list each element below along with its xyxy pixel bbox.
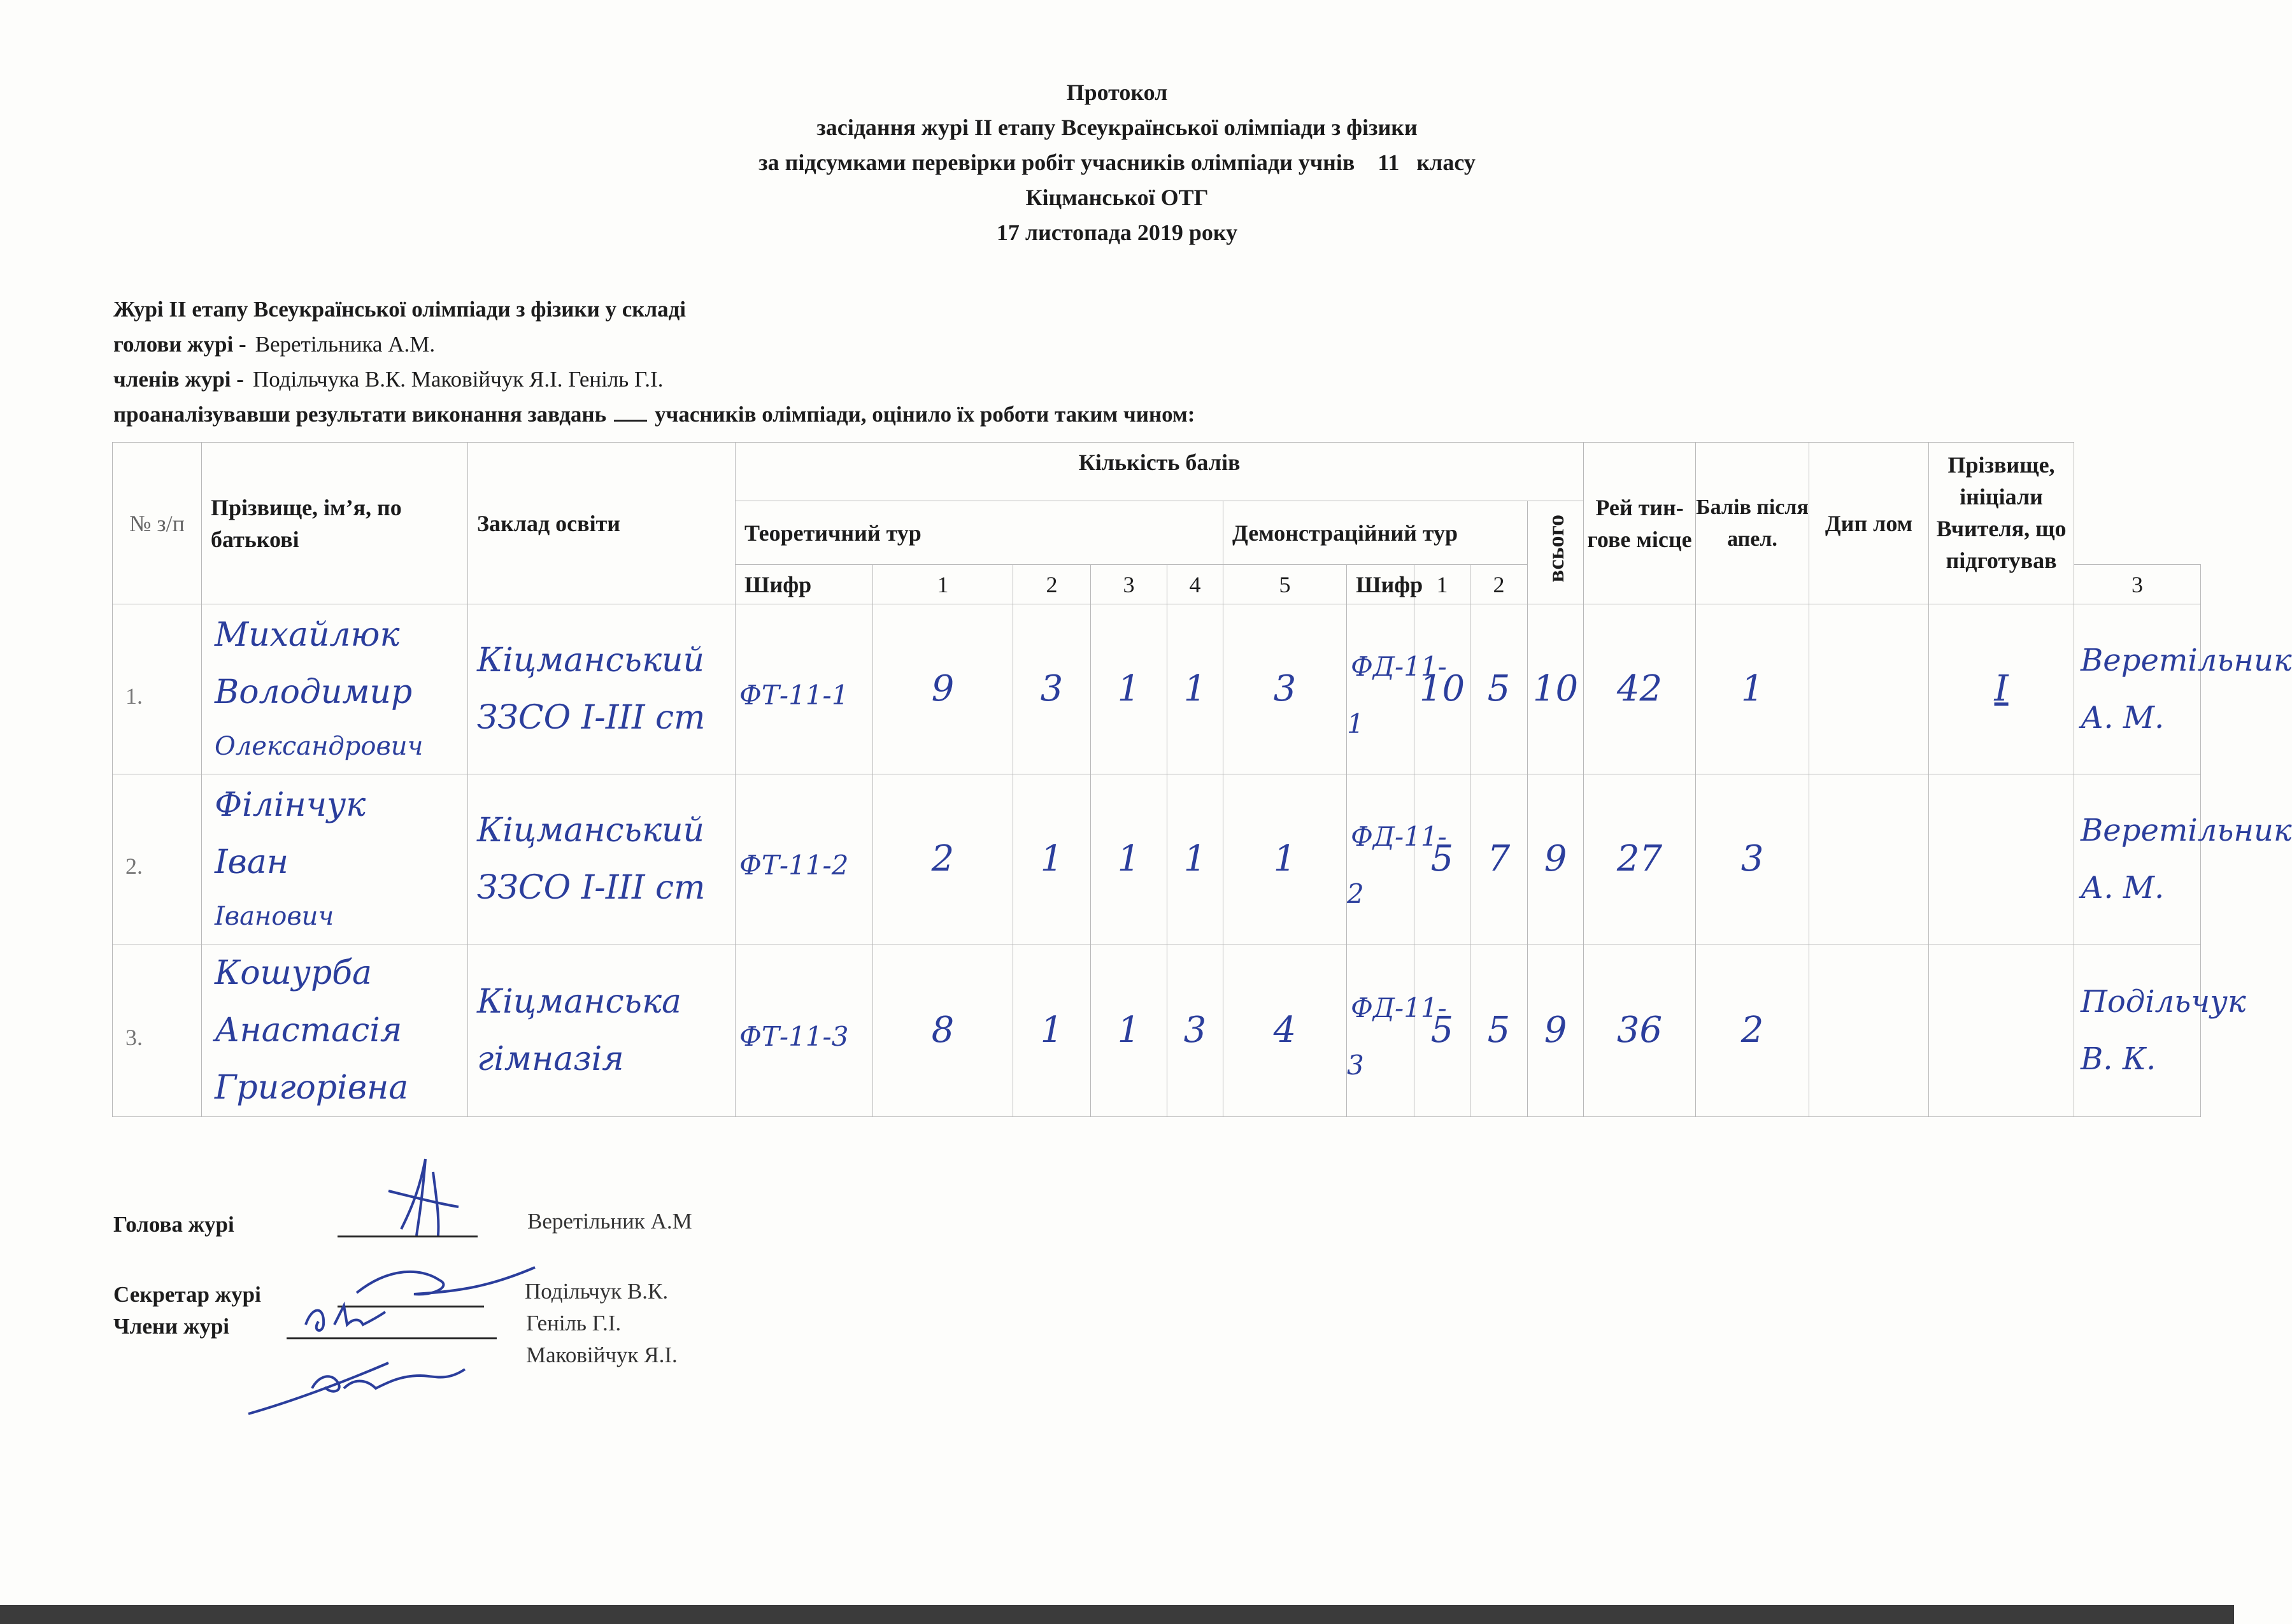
theory-score-3: 1 [1091, 604, 1167, 774]
rating-place: 3 [1696, 774, 1809, 944]
demo-score-2: 7 [1470, 774, 1528, 944]
theory-score-1: 2 [873, 774, 1013, 944]
header-demo-1: 1 [1414, 565, 1470, 604]
header-total: всього [1528, 501, 1584, 604]
table-row [113, 604, 2201, 774]
header-after-appeal: Балів після апел. [1696, 443, 1809, 604]
theory-score-2: 1 [1013, 944, 1091, 1117]
title-line-4: Кіцманської ОТГ [1025, 185, 1209, 210]
theory-score-4: 1 [1167, 604, 1223, 774]
theory-score-1: 8 [873, 944, 1013, 1117]
row-index: 2. [113, 774, 202, 944]
header-theory-4: 4 [1167, 565, 1223, 604]
theory-score-2: 3 [1013, 604, 1091, 774]
secretary-signature-row [113, 1279, 261, 1311]
title-line-1: Протокол [1066, 80, 1168, 105]
header-teacher: Прізвище, ініціали Вчителя, що підготував [1929, 443, 2074, 604]
theory-score-3: 1 [1091, 944, 1167, 1117]
member1-signature-mark [299, 1293, 388, 1344]
member2-signature-name: Маковійчук Я.І. [526, 1343, 678, 1367]
header-points: Кількість балів [736, 443, 1584, 501]
header-num: № з/п [113, 443, 202, 604]
theory-score-5: 4 [1223, 944, 1347, 1117]
header-school: Заклад освіти [468, 443, 736, 604]
header-demo: Демонстраційний тур [1223, 501, 1528, 565]
school: Кіцманський ЗЗСО І-ІІІ ст [468, 604, 736, 774]
head-signature-name: Веретільник А.М [527, 1209, 692, 1234]
total-score: 42 [1584, 604, 1696, 774]
header-theory-code: Шифр [736, 565, 873, 604]
demo-score-2: 5 [1470, 604, 1528, 774]
intro-head-line: голови журі - Веретільника А.М. [113, 332, 436, 357]
total-score: 27 [1584, 774, 1696, 944]
diploma [1929, 774, 2074, 944]
row-index: 3. [113, 944, 202, 1117]
school: Кіцманська гімназія [468, 944, 736, 1117]
demo-score-3: 9 [1528, 774, 1584, 944]
header-name: Прізвище, ім’я, по батькові [202, 443, 468, 604]
title-line-3: за підсумками перевірки робіт учасників олімпіади учнів 11 класу [758, 150, 1476, 175]
scan-edge [0, 1605, 2234, 1624]
diploma: I [1929, 604, 2074, 774]
demo-code: ФД-11-2 [1347, 774, 1414, 944]
members-names: Подільчука В.К. Маковійчук Я.І. Геніль Г.І. [252, 367, 664, 392]
jury-intro [113, 292, 1195, 432]
teacher-name: Веретільник А. М. [2074, 774, 2201, 944]
members-signature-row [113, 1311, 229, 1343]
head-signature-row [113, 1209, 234, 1241]
header-theory-5: 5 [1223, 565, 1347, 604]
member2-signature-mark [242, 1337, 471, 1427]
theory-score-4: 3 [1167, 944, 1223, 1117]
demo-code: ФД-11-1 [1347, 604, 1414, 774]
member1-signature-name: Геніль Г.І. [526, 1311, 622, 1336]
intro-line-4: проаналізувавши результати виконання завдань учасників олімпіади, оцінило їх роботи таким чином: [113, 402, 1195, 427]
theory-score-2: 1 [1013, 774, 1091, 944]
header-theory-3: 3 [1091, 565, 1167, 604]
row-index: 1. [113, 604, 202, 774]
diploma [1929, 944, 2074, 1117]
header-theory: Теоретичний тур [736, 501, 1223, 565]
tasks-count-blank [614, 402, 647, 422]
school: Кіцманський ЗЗСО І-ІІІ ст [468, 774, 736, 944]
rating-place: 1 [1696, 604, 1809, 774]
secretary-signature-name: Подільчук В.К. [525, 1279, 669, 1304]
header-demo-code: Шифр [1347, 565, 1414, 604]
head-signature-mark [376, 1146, 465, 1242]
demo-score-2: 5 [1470, 944, 1528, 1117]
demo-score-3: 10 [1528, 604, 1584, 774]
header-rating: Рей тин- гове місце [1584, 443, 1696, 604]
demo-code: ФД-11-3 [1347, 944, 1414, 1117]
demo-score-1: 5 [1414, 774, 1470, 944]
theory-code: ФТ-11-1 [736, 604, 873, 774]
results-table [112, 442, 2292, 1117]
head-signature-label: Голова журі [113, 1212, 234, 1237]
header-demo-3: 3 [2074, 565, 2201, 604]
table-row [113, 774, 2201, 944]
header-theory-1: 1 [873, 565, 1013, 604]
header-diploma: Дип лом [1809, 443, 1929, 604]
table-row [113, 944, 2201, 1117]
protocol-title [0, 75, 2234, 250]
rating-place: 2 [1696, 944, 1809, 1117]
intro-line-1: Журі ІІ етапу Всеукраїнської олімпіади з фізики у складі [113, 297, 687, 322]
teacher-name: Веретільник А. М. [2074, 604, 2201, 774]
theory-score-1: 9 [873, 604, 1013, 774]
total-score: 36 [1584, 944, 1696, 1117]
theory-score-4: 1 [1167, 774, 1223, 944]
intro-members-line: членів журі - Подільчука В.К. Маковійчук Я.І. Геніль Г.І. [113, 367, 664, 392]
student-name: Філінчук Іван Іванович [202, 774, 468, 944]
theory-code: ФТ-11-2 [736, 774, 873, 944]
grade-value: 11 [1377, 150, 1400, 175]
theory-score-5: 1 [1223, 774, 1347, 944]
title-line-5: 17 листопада 2019 року [996, 220, 1238, 245]
demo-score-1: 10 [1414, 604, 1470, 774]
header-demo-2: 2 [1470, 565, 1528, 604]
after-appeal [1809, 944, 1929, 1117]
student-name: Михайлюк Володимир Олександрович [202, 604, 468, 774]
header-theory-2: 2 [1013, 565, 1091, 604]
head-name: Веретільника А.М. [255, 332, 436, 357]
after-appeal [1809, 604, 1929, 774]
theory-score-5: 3 [1223, 604, 1347, 774]
student-name: Кошурба Анастасія Григорівна [202, 944, 468, 1117]
title-line-2: засідання журі ІІ етапу Всеукраїнської олімпіади з фізики [816, 115, 1418, 140]
demo-score-3: 9 [1528, 944, 1584, 1117]
teacher-name: Подільчук В. К. [2074, 944, 2201, 1117]
after-appeal [1809, 774, 1929, 944]
demo-score-1: 5 [1414, 944, 1470, 1117]
members-signature-label: Члени журі [113, 1314, 230, 1339]
theory-code: ФТ-11-3 [736, 944, 873, 1117]
header-row-1 [113, 443, 2201, 501]
secretary-signature-label: Секретар журі [113, 1282, 261, 1307]
theory-score-3: 1 [1091, 774, 1167, 944]
